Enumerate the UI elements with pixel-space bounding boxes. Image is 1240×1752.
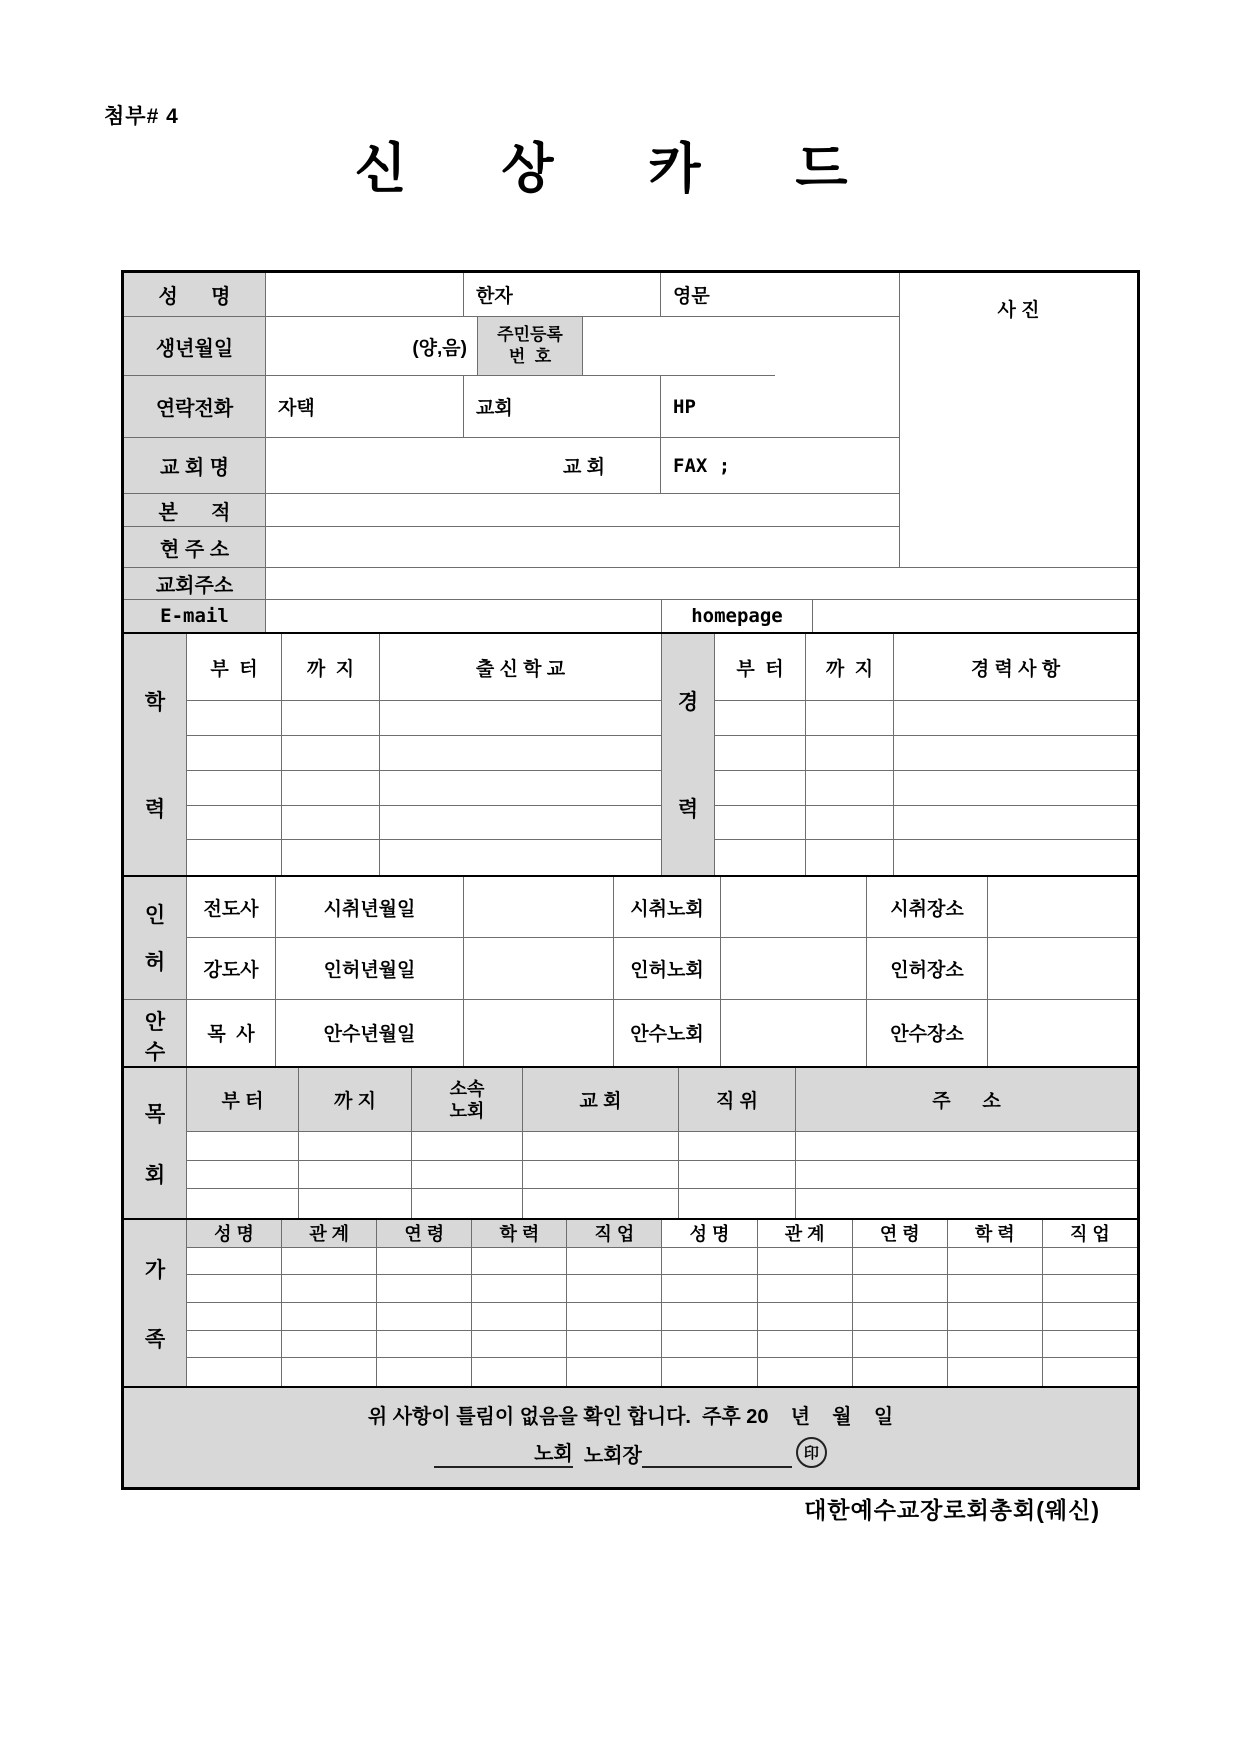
ordination-row-pastor [187, 1000, 1137, 1066]
license-presbytery-label: 시취노회 [614, 877, 721, 938]
empty-cell [299, 1189, 412, 1218]
section-education-career [124, 632, 1137, 875]
license-label-top: 인 [144, 904, 166, 928]
ministry-row [187, 1189, 1137, 1218]
empty-cell [187, 701, 282, 736]
empty-cell [523, 1189, 679, 1218]
empty-cell [377, 1331, 472, 1359]
phone-hp-label: HP [661, 376, 899, 438]
career-row [715, 840, 1137, 875]
ordination-date-label: 안수년월일 [276, 1000, 464, 1066]
empty-cell [853, 1303, 948, 1331]
education-label-bottom: 력 [144, 797, 166, 821]
ministry-vertical-label [124, 1068, 187, 1218]
education-row [187, 736, 662, 771]
career-columns [715, 634, 1137, 875]
empty-cell [412, 1161, 523, 1190]
family-row [187, 1331, 1137, 1359]
family-header-education: 학 력 [948, 1220, 1043, 1248]
empty-cell [679, 1189, 796, 1218]
empty-cell [282, 1303, 377, 1331]
empty-cell [894, 771, 1137, 806]
family-header-occupation: 직 업 [567, 1220, 662, 1248]
empty-cell [948, 1331, 1043, 1359]
career-label-top: 경 [677, 691, 699, 715]
education-school-header: 출 신 학 교 [380, 634, 662, 701]
birthdate-label: 생년월일 [124, 317, 266, 376]
empty-cell [299, 1161, 412, 1190]
empty-cell [380, 701, 662, 736]
empty-cell [1043, 1331, 1137, 1359]
empty-cell [894, 701, 1137, 736]
document-title: 신 상 카 드 [354, 136, 886, 200]
empty-cell [662, 1303, 757, 1331]
empty-cell [380, 806, 662, 841]
career-row [715, 771, 1137, 806]
seal-icon: 印 [796, 1437, 827, 1468]
empty-cell [758, 1303, 853, 1331]
empty-cell [187, 1248, 282, 1276]
empty-cell [806, 771, 894, 806]
empty-cell [412, 1132, 523, 1161]
empty-cell [758, 1358, 853, 1386]
empty-cell [472, 1275, 567, 1303]
family-header-age: 연 령 [377, 1220, 472, 1248]
empty-cell [721, 877, 867, 938]
resident-id-line2: 번 호 [508, 347, 552, 366]
empty-cell [187, 1275, 282, 1303]
english-name-label: 영문 [661, 273, 899, 317]
hanja-label: 한자 [464, 273, 661, 317]
education-from-header: 부 터 [187, 634, 282, 701]
empty-cell [853, 1275, 948, 1303]
empty-cell [567, 1275, 662, 1303]
empty-cell [1043, 1275, 1137, 1303]
current-address-label: 현 주 소 [124, 527, 266, 568]
license-label-column [124, 877, 187, 1066]
section-basic-info [124, 273, 1137, 632]
ministry-presbytery-header [412, 1068, 523, 1132]
empty-cell [567, 1303, 662, 1331]
empty-cell [282, 1248, 377, 1276]
section-license-ordination [124, 875, 1137, 1066]
confirmation-signature-line [434, 1437, 827, 1468]
empty-cell [187, 1189, 299, 1218]
moderator-word: 노회장 [583, 1445, 642, 1467]
empty-cell [662, 1358, 757, 1386]
church-address-label: 교회주소 [124, 568, 266, 600]
empty-cell [894, 806, 1137, 841]
family-header-relation: 관 계 [758, 1220, 853, 1248]
career-header-row [715, 634, 1137, 701]
career-row [715, 701, 1137, 736]
family-header-education: 학 력 [472, 1220, 567, 1248]
empty-cell [282, 736, 380, 771]
empty-cell [472, 1331, 567, 1359]
empty-cell [796, 1189, 1137, 1218]
name-field [266, 273, 464, 317]
empty-cell [377, 1248, 472, 1276]
empty-cell [380, 736, 662, 771]
fax-label: FAX ; [661, 438, 899, 494]
empty-cell [523, 1161, 679, 1190]
empty-cell [380, 840, 662, 875]
career-label-bottom: 력 [677, 797, 699, 821]
empty-cell [715, 701, 806, 736]
family-header-occupation: 직 업 [1043, 1220, 1137, 1248]
license-title: 전도사 [187, 877, 276, 938]
ordination-label-top: 안 [144, 1010, 166, 1034]
education-row [187, 806, 662, 841]
education-header-row [187, 634, 662, 701]
empty-cell [758, 1248, 853, 1276]
empty-cell [523, 1132, 679, 1161]
section-ministry [124, 1066, 1137, 1218]
ordination-label-bottom: 수 [144, 1040, 166, 1064]
resident-id-label [478, 317, 583, 376]
education-label-top: 학 [144, 691, 166, 715]
ministry-label-bottom: 회 [144, 1163, 166, 1187]
empty-cell [853, 1358, 948, 1386]
empty-cell [282, 806, 380, 841]
empty-cell [662, 1248, 757, 1276]
license-presbytery-label: 인허노회 [614, 938, 721, 999]
empty-cell [187, 1161, 299, 1190]
empty-cell [299, 1132, 412, 1161]
empty-cell [567, 1248, 662, 1276]
empty-cell [464, 1000, 614, 1066]
empty-cell [282, 701, 380, 736]
empty-cell [282, 771, 380, 806]
career-detail-header: 경 력 사 항 [894, 634, 1137, 701]
career-to-header: 까 지 [806, 634, 894, 701]
ministry-from-header: 부 터 [187, 1068, 299, 1132]
license-place-label: 시취장소 [867, 877, 988, 938]
empty-cell [377, 1358, 472, 1386]
empty-cell [567, 1331, 662, 1359]
name-label: 성 명 [124, 273, 266, 317]
current-address-field [266, 527, 899, 568]
empty-cell [187, 1358, 282, 1386]
ordination-presbytery-label: 안수노회 [614, 1000, 721, 1066]
photo-box: 사 진 [899, 273, 1137, 568]
license-row-licentiate [187, 938, 1137, 999]
license-vertical-label [124, 877, 187, 1000]
resident-id-line1: 주민등록 [497, 325, 563, 344]
license-label-bottom: 허 [144, 951, 166, 975]
empty-cell [715, 771, 806, 806]
empty-cell [282, 840, 380, 875]
empty-cell [758, 1275, 853, 1303]
empty-cell [1043, 1248, 1137, 1276]
empty-cell [187, 1303, 282, 1331]
career-vertical-label [662, 634, 715, 875]
presbytery-word: 노회 [534, 1443, 573, 1465]
empty-cell [472, 1248, 567, 1276]
license-rows [187, 877, 1137, 1066]
empty-cell [806, 840, 894, 875]
license-date-label: 시취년월일 [276, 877, 464, 938]
ministry-row [187, 1161, 1137, 1190]
email-field [266, 600, 662, 632]
license-row-evangelist [187, 877, 1137, 938]
ministry-label-top: 목 [144, 1102, 166, 1126]
empty-cell [187, 1331, 282, 1359]
empty-cell [1043, 1358, 1137, 1386]
registered-domicile-field [266, 494, 899, 527]
issuing-body: 대한예수교장로회총회(웨신) [804, 1497, 1100, 1523]
empty-cell [412, 1189, 523, 1218]
ministry-address-header: 주 소 [796, 1068, 1137, 1132]
empty-cell [948, 1358, 1043, 1386]
career-row [715, 736, 1137, 771]
ordination-place-label: 안수장소 [867, 1000, 988, 1066]
empty-cell [377, 1303, 472, 1331]
ministry-header-row [187, 1068, 1137, 1132]
phone-home-label: 자택 [266, 376, 464, 438]
resident-id-field [583, 317, 775, 376]
empty-cell [758, 1331, 853, 1359]
homepage-field [813, 600, 1137, 632]
empty-cell [377, 1275, 472, 1303]
empty-cell [948, 1248, 1043, 1276]
license-place-label: 인허장소 [867, 938, 988, 999]
presbytery-blank-line [434, 1437, 573, 1468]
ministry-to-header: 까 지 [299, 1068, 412, 1132]
education-columns [187, 634, 662, 875]
empty-cell [894, 840, 1137, 875]
empty-cell [853, 1248, 948, 1276]
row-email [124, 600, 1137, 632]
empty-cell [567, 1358, 662, 1386]
phone-label: 연락전화 [124, 376, 266, 438]
ministry-position-header: 직 위 [679, 1068, 796, 1132]
ministry-presbytery-line1: 소속 [449, 1078, 485, 1099]
empty-cell [282, 1275, 377, 1303]
ministry-church-header: 교 회 [523, 1068, 679, 1132]
empty-cell [894, 736, 1137, 771]
empty-cell [472, 1358, 567, 1386]
empty-cell [988, 938, 1137, 999]
family-header-row [187, 1220, 1137, 1248]
empty-cell [721, 1000, 867, 1066]
section-family [124, 1218, 1137, 1386]
empty-cell [679, 1161, 796, 1190]
empty-cell [988, 877, 1137, 938]
ministry-presbytery-line2: 노회 [449, 1100, 485, 1121]
empty-cell [187, 771, 282, 806]
empty-cell [464, 877, 614, 938]
education-row [187, 771, 662, 806]
empty-cell [948, 1303, 1043, 1331]
ministry-rows [187, 1068, 1137, 1218]
empty-cell [282, 1331, 377, 1359]
empty-cell [715, 806, 806, 841]
family-header-name: 성 명 [662, 1220, 757, 1248]
birth-calendar-note: (양,음) [266, 317, 478, 376]
license-date-label: 인허년월일 [276, 938, 464, 999]
family-header-name: 성 명 [187, 1220, 282, 1248]
empty-cell [715, 840, 806, 875]
registered-domicile-label: 본 적 [124, 494, 266, 527]
education-row [187, 840, 662, 875]
ministry-row [187, 1132, 1137, 1161]
empty-cell [796, 1161, 1137, 1190]
family-header-age: 연 령 [853, 1220, 948, 1248]
church-name-label: 교 회 명 [124, 438, 266, 494]
empty-cell [187, 840, 282, 875]
phone-church-label: 교회 [464, 376, 661, 438]
education-vertical-label [124, 634, 187, 875]
church-address-field [266, 568, 1137, 600]
empty-cell [715, 736, 806, 771]
license-title: 강도사 [187, 938, 276, 999]
empty-cell [472, 1303, 567, 1331]
empty-cell [796, 1132, 1137, 1161]
moderator-blank-line [642, 1465, 792, 1468]
empty-cell [948, 1275, 1043, 1303]
empty-cell [853, 1331, 948, 1359]
empty-cell [282, 1358, 377, 1386]
education-row [187, 701, 662, 736]
church-name-suffix: 교 회 [266, 438, 661, 494]
row-church-address [124, 568, 1137, 600]
ordination-title: 목 사 [187, 1000, 276, 1066]
empty-cell [806, 736, 894, 771]
empty-cell [806, 806, 894, 841]
family-row [187, 1275, 1137, 1303]
empty-cell [662, 1275, 757, 1303]
email-label: E-mail [124, 600, 266, 632]
empty-cell [806, 701, 894, 736]
family-label-bottom: 족 [144, 1327, 166, 1351]
empty-cell [721, 938, 867, 999]
family-rows [187, 1220, 1137, 1386]
empty-cell [662, 1331, 757, 1359]
section-confirmation [124, 1386, 1137, 1487]
empty-cell [1043, 1303, 1137, 1331]
family-label-top: 가 [144, 1258, 166, 1282]
empty-cell [464, 938, 614, 999]
empty-cell [187, 736, 282, 771]
family-row [187, 1358, 1137, 1386]
empty-cell [380, 771, 662, 806]
education-to-header: 까 지 [282, 634, 380, 701]
attachment-number: 첨부# 4 [104, 105, 179, 128]
empty-cell [988, 1000, 1137, 1066]
empty-cell [187, 806, 282, 841]
empty-cell [679, 1132, 796, 1161]
confirmation-statement: 위 사항이 틀림이 없음을 확인 합니다. 주후 20 년 월 일 [367, 1406, 894, 1428]
career-from-header: 부 터 [715, 634, 806, 701]
empty-cell [187, 1132, 299, 1161]
family-row [187, 1248, 1137, 1276]
family-header-relation: 관 계 [282, 1220, 377, 1248]
personal-record-form [121, 270, 1140, 1490]
family-vertical-label [124, 1220, 187, 1386]
family-row [187, 1303, 1137, 1331]
ordination-vertical-label [124, 1000, 187, 1066]
homepage-label: homepage [662, 600, 813, 632]
career-row [715, 806, 1137, 841]
